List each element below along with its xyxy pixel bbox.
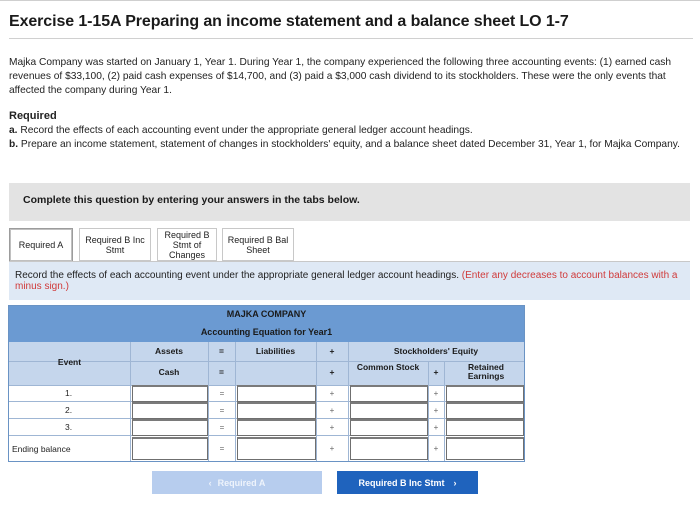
instructions-bar — [9, 183, 690, 221]
requirement-a-text: Record the effects of each accounting event under the appropriate general ledger account headings. — [17, 125, 473, 136]
tab-required-b-bal-sheet-label: Required B Bal Sheet — [227, 234, 289, 255]
accounting-equation-table — [8, 305, 525, 462]
retained-earnings-input-3[interactable] — [446, 419, 524, 436]
plus-sign: + — [329, 444, 335, 453]
row-label-event-2: 2. — [65, 405, 73, 415]
grid-line — [208, 342, 209, 461]
row-label-ending-balance: Ending balance — [12, 444, 71, 454]
tab-required-b-stmt-of-changes[interactable] — [157, 228, 217, 261]
plus-sign: + — [433, 389, 439, 398]
table-subtitle: Accounting Equation for Year1 — [200, 327, 333, 337]
grid-line — [130, 361, 524, 362]
liabilities-input-3[interactable] — [237, 419, 316, 436]
liabilities-input-2[interactable] — [237, 402, 316, 419]
header-plus: + — [329, 367, 335, 377]
problem-intro: Majka Company was started on January 1, Year 1. During Year 1, the company experienced the following three accounting events: (1) earned cash revenues of $33,100, (2) paid cash expenses of $14,700, and (3) paid a $3,000 cash dividend to its stockholders. These were the only events that affected the company during Year 1. — [9, 57, 672, 96]
top-divider — [0, 0, 700, 1]
tab-required-b-bal-sheet[interactable] — [222, 228, 294, 261]
retained-earnings-input-ending[interactable] — [446, 437, 524, 460]
row-label-event-3: 3. — [65, 422, 73, 432]
header-plus: + — [329, 346, 335, 356]
instructions-text: Complete this question by entering your answers in the tabs below. — [23, 194, 360, 206]
header-plus: + — [433, 367, 439, 377]
common-stock-input-1[interactable] — [350, 385, 428, 402]
col-common-stock: Common Stock — [356, 362, 420, 372]
col-stockholders-equity: Stockholders' Equity — [393, 346, 479, 356]
chevron-right-icon: › — [453, 477, 457, 488]
required-heading: Required — [9, 110, 57, 122]
grid-line — [235, 342, 236, 461]
col-assets: Assets — [155, 346, 183, 356]
title-divider — [9, 38, 693, 39]
next-tab-label: Required B Inc Stmt — [358, 477, 445, 488]
equals-sign: = — [219, 406, 225, 415]
plus-sign: + — [433, 444, 439, 453]
common-stock-input-ending[interactable] — [350, 437, 428, 460]
plus-sign: + — [329, 423, 335, 432]
company-name: MAJKA COMPANY — [226, 309, 307, 319]
liabilities-input-1[interactable] — [237, 385, 316, 402]
tab-required-a[interactable] — [9, 228, 73, 261]
equals-sign: = — [219, 444, 225, 453]
header-equals: = — [219, 346, 224, 356]
plus-sign: + — [433, 406, 439, 415]
prev-tab-label: Required A — [217, 477, 266, 488]
liabilities-input-ending[interactable] — [237, 437, 316, 460]
equals-sign: = — [219, 389, 225, 398]
grid-line — [348, 342, 349, 461]
retained-earnings-input-1[interactable] — [446, 385, 524, 402]
panel-instruction-text: Record the effects of each accounting event under the appropriate general ledger account headings. — [15, 270, 460, 281]
tab-required-b-stmt-of-changes-label: Required B Stmt of Changes — [164, 229, 210, 260]
col-retained-earnings: Retained Earnings — [467, 362, 505, 381]
header-equals: = — [219, 367, 224, 377]
tab-required-b-inc-stmt[interactable] — [79, 228, 151, 261]
grid-line — [444, 362, 445, 461]
plus-sign: + — [329, 406, 335, 415]
row-label-event-1: 1. — [65, 388, 73, 398]
requirement-a-label: a. — [9, 125, 18, 136]
requirement-a — [9, 124, 693, 138]
requirement-b-text: Prepare an income statement, statement of changes in stockholders' equity, and a balance sheet dated December 31, Year 1, for Majka Company. — [18, 139, 680, 150]
plus-sign: + — [433, 423, 439, 432]
col-cash: Cash — [158, 367, 180, 377]
grid-line — [316, 342, 317, 461]
cash-input-2[interactable] — [132, 402, 208, 419]
common-stock-input-3[interactable] — [350, 419, 428, 436]
col-event: Event — [57, 357, 82, 367]
tab-required-a-label: Required A — [18, 240, 64, 250]
cash-input-1[interactable] — [132, 385, 208, 402]
tab-required-b-inc-stmt-label: Required B Inc Stmt — [85, 234, 145, 255]
retained-earnings-input-2[interactable] — [446, 402, 524, 419]
plus-sign: + — [329, 389, 335, 398]
cash-input-ending[interactable] — [132, 437, 208, 460]
requirement-b — [9, 138, 693, 152]
next-tab-button[interactable] — [337, 471, 478, 494]
panel-hint-text: (Enter any decreases to account balances with a minus sign.) — [15, 270, 678, 292]
prev-tab-button[interactable] — [152, 471, 322, 494]
requirement-b-label: b. — [9, 139, 19, 150]
cash-input-3[interactable] — [132, 419, 208, 436]
common-stock-input-2[interactable] — [350, 402, 428, 419]
col-liabilities: Liabilities — [255, 346, 296, 356]
chevron-left-icon: ‹ — [208, 477, 212, 488]
page-title: Exercise 1-15A Preparing an income statement and a balance sheet LO 1-7 — [9, 13, 569, 30]
equals-sign: = — [219, 423, 225, 432]
tab-panel-instructions — [9, 262, 690, 300]
grid-line — [130, 342, 131, 461]
